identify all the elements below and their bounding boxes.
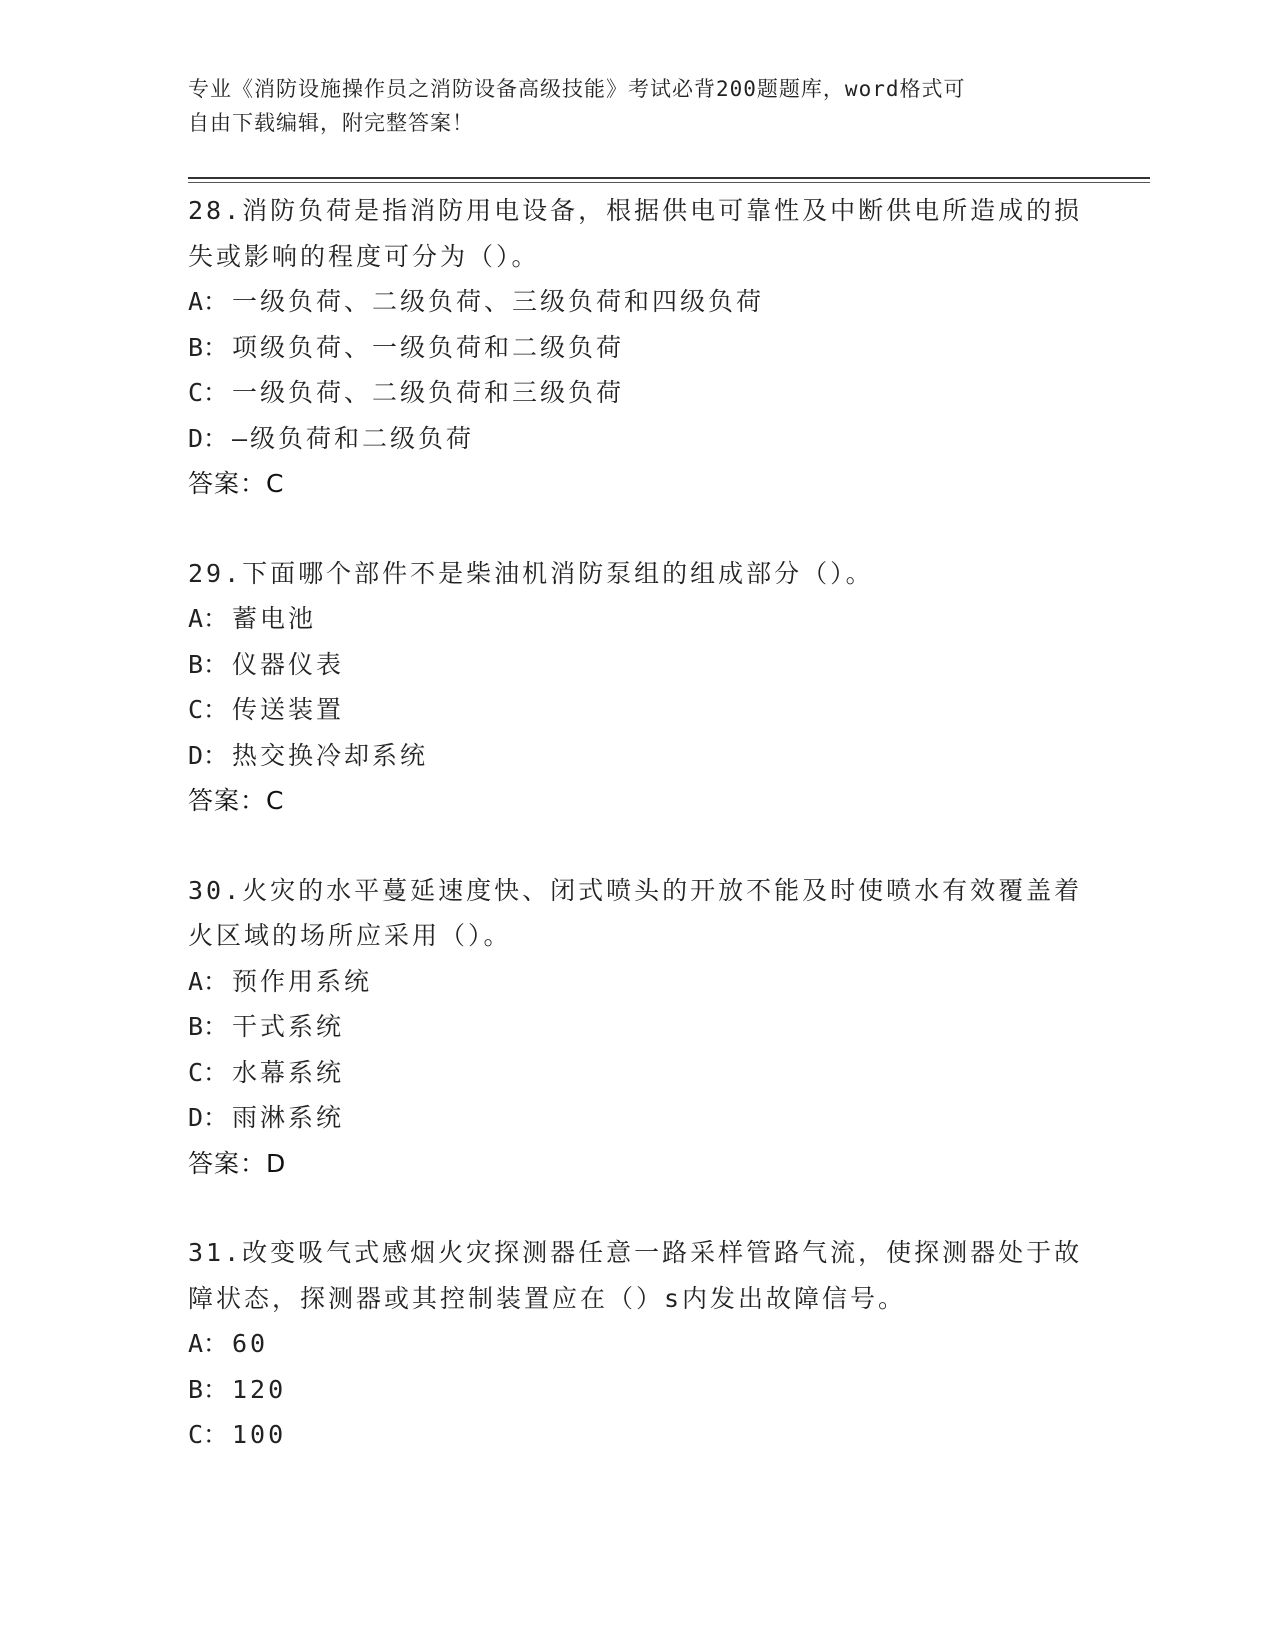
question-text: 30.火灾的水平蔓延速度快、闭式喷头的开放不能及时使喷水有效覆盖着火区域的场所应采用（）。 (188, 875, 1083, 950)
option-text: 预作用系统 (232, 966, 373, 996)
option-key: A： (188, 966, 229, 996)
option-text: 一级负荷、二级负荷和三级负荷 (232, 378, 625, 407)
option-c (188, 687, 1088, 733)
option-d (188, 733, 1088, 779)
option-key: C： (188, 378, 229, 407)
option-text: 雨淋系统 (232, 1103, 345, 1132)
answer: 答案：C (188, 469, 285, 498)
option-key: B： (188, 1374, 229, 1404)
question-text: 31.改变吸气式感烟火灾探测器任意一路采样管路气流，使探测器处于故障状态，探测器或其控制装置应在（）s内发出故障信号。 (188, 1238, 1083, 1313)
option-key: D： (188, 1103, 229, 1132)
question-28 (188, 188, 1088, 507)
question-31 (188, 1230, 1088, 1458)
option-a (188, 1321, 1088, 1367)
option-a (188, 279, 1088, 325)
option-text: 仪器仪表 (232, 649, 345, 679)
option-b (188, 1004, 1088, 1050)
option-text: 一级负荷、二级负荷、三级负荷和四级负荷 (232, 287, 765, 316)
document-header (188, 72, 1088, 140)
option-key: A： (188, 287, 229, 316)
option-text: —级负荷和二级负荷 (232, 423, 475, 453)
option-b (188, 1367, 1088, 1413)
question-29 (188, 551, 1088, 824)
header-line-1: 专业《消防设施操作员之消防设备高级技能》考试必背200题题库，word格式可 (188, 77, 966, 101)
option-a (188, 596, 1088, 642)
option-a (188, 959, 1088, 1005)
option-text: 热交换冷却系统 (232, 740, 429, 770)
option-c (188, 1412, 1088, 1458)
option-b (188, 325, 1088, 371)
option-text: 60 (232, 1329, 269, 1358)
option-key: C： (188, 695, 229, 724)
option-key: C： (188, 1057, 229, 1087)
option-c (188, 370, 1088, 416)
option-key: D： (188, 423, 229, 453)
option-key: A： (188, 604, 229, 633)
option-key: A： (188, 1329, 229, 1358)
question-30 (188, 868, 1088, 1187)
option-text: 蓄电池 (232, 604, 317, 633)
option-key: B： (188, 649, 229, 679)
option-key: D： (188, 740, 229, 770)
option-text: 传送装置 (232, 695, 345, 724)
option-text: 100 (232, 1420, 287, 1449)
question-text: 28.消防负荷是指消防用电设备，根据供电可靠性及中断供电所造成的损失或影响的程度可分为（）。 (188, 196, 1083, 271)
option-text: 项级负荷、一级负荷和二级负荷 (232, 332, 625, 362)
question-list (188, 188, 1088, 1502)
header-divider-thick (188, 177, 1150, 179)
option-d (188, 416, 1088, 462)
option-c (188, 1050, 1088, 1096)
option-text: 水幕系统 (232, 1057, 345, 1087)
option-key: C： (188, 1420, 229, 1449)
option-key: B： (188, 1012, 229, 1041)
answer: 答案：C (188, 786, 285, 815)
header-line-2: 自由下载编辑，附完整答案！ (188, 111, 474, 135)
answer: 答案：D (188, 1148, 287, 1178)
question-text: 29.下面哪个部件不是柴油机消防泵组的组成部分（）。 (188, 558, 874, 588)
option-b (188, 642, 1088, 688)
option-text: 干式系统 (232, 1012, 345, 1041)
header-divider-thin (188, 182, 1150, 183)
option-key: B： (188, 332, 229, 362)
option-text: 120 (232, 1374, 287, 1404)
option-d (188, 1095, 1088, 1141)
